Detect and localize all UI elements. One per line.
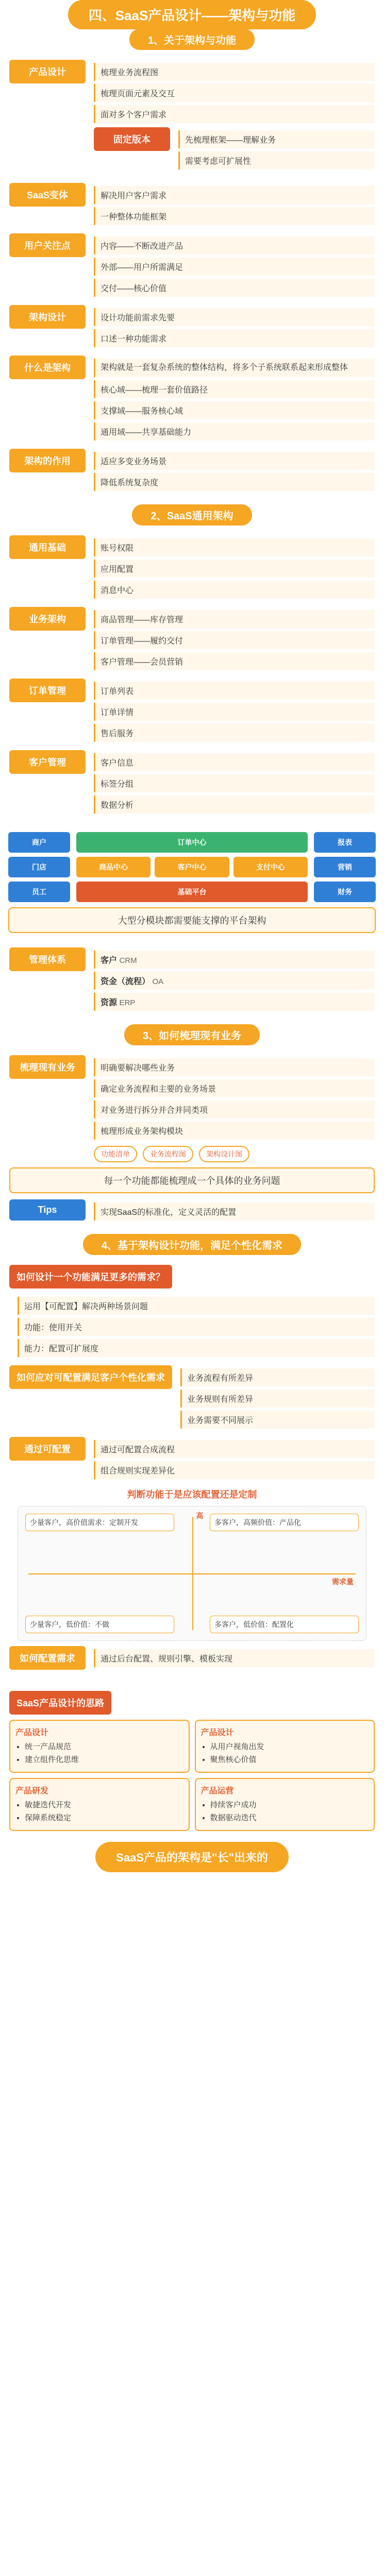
s4-case-2: 业务规则有所差异 — [180, 1389, 375, 1408]
s1-arch-role-item-2: 降低系统复杂度 — [94, 473, 375, 491]
s2-module-1-name: 客户 — [101, 956, 118, 965]
s4-answer: 运用【可配置】解决两种场景问题 — [18, 1297, 375, 1315]
s4-matrix-quadrant-br: 多客户，低价值：配置化 — [210, 1616, 359, 1633]
s1-arch-item-2: 口述一种功能需求 — [94, 329, 375, 347]
s2-diag-right-2: 营销 — [314, 857, 376, 877]
s2-layer-4-item-3: 数据分析 — [94, 795, 375, 814]
s4-matrix-x-label: 需求量 — [332, 1578, 354, 1586]
s2-layer-3-item-1: 订单列表 — [94, 682, 375, 700]
s2-diag-left-3: 员工 — [8, 882, 70, 902]
s4-config-tag: 通过可配置 — [9, 1437, 86, 1461]
s1-fixed-version-tag: 固定版本 — [94, 127, 170, 151]
s2-layer-1-item-1: 账号权限 — [94, 538, 375, 556]
section-3-bar — [0, 1024, 384, 1045]
s4-matrix-y-axis — [192, 1517, 193, 1630]
s4-case-3: 业务需要不同展示 — [180, 1411, 375, 1429]
s4-config-2: 组合规则实现差异化 — [94, 1461, 375, 1479]
s1-architecture-tag: 架构设计 — [9, 305, 86, 329]
s4-matrix-quadrant-tr: 多客户，高频价值：产品化 — [210, 1514, 359, 1531]
s4-answer-2: 能力：配置可扩展度 — [18, 1339, 375, 1357]
s3-step-1: 明确要解决哪些业务 — [94, 1058, 375, 1076]
section-4-title: 4、基于架构设计功能，满足个性化需求 — [83, 1234, 301, 1255]
s2-diag-center-3: 支付中心 — [233, 857, 308, 877]
s4-saas-config-desc: 通过后台配置、规则引擎、模板实现 — [94, 1649, 375, 1667]
page-header — [0, 0, 384, 29]
s1-pd-item-3: 面对多个客户需求 — [94, 105, 375, 123]
s2-layers — [0, 525, 384, 827]
s2-layer-4-tag: 客户管理 — [9, 750, 86, 774]
s5-group-1-title: 产品设计 — [15, 1728, 49, 1737]
s2-layer-1-tag: 通用基础 — [9, 535, 86, 559]
s2-module-1-desc: CRM — [119, 956, 137, 965]
s1-product-design — [0, 49, 384, 504]
s2-layer-3-item-3: 售后服务 — [94, 724, 375, 742]
section-1-title: 1、关于架构与功能 — [129, 29, 255, 50]
s2-layer-1-item-2: 应用配置 — [94, 560, 375, 578]
s2-module-3-name: 资源 — [101, 998, 118, 1007]
section-3-title: 3、如何梳理现有业务 — [124, 1024, 260, 1045]
s1-user-focus-item-2: 外部——用户所需满足 — [94, 258, 375, 276]
s2-big-modules — [0, 937, 384, 1024]
s1-arch-role-tag: 架构的作用 — [9, 449, 86, 472]
section-2-title: 2、SaaS通用架构 — [132, 504, 252, 526]
s1-arch-principle-3: 通用域——共享基础能力 — [94, 422, 375, 440]
s5-group-3-item-1: • 敏捷迭代开发 — [25, 1799, 183, 1810]
s2-diag-center-bottom: 基础平台 — [76, 882, 308, 902]
s3-output-1: 功能清单 — [94, 1146, 137, 1162]
s5-group-4-item-1: • 持续客户成功 — [210, 1799, 369, 1810]
s2-layer-2-item-1: 商品管理——库存管理 — [94, 610, 375, 628]
s5-group-3-title: 产品研发 — [15, 1787, 49, 1795]
s3-step-3: 对业务进行拆分并合并同类项 — [94, 1100, 375, 1118]
s2-layer-2-tag: 业务架构 — [9, 607, 86, 631]
section-4-bar — [0, 1234, 384, 1255]
footer-text: SaaS产品的架构是"长"出来的 — [95, 1842, 289, 1872]
s4-saas-config-tag: 如何配置需求 — [9, 1646, 86, 1670]
s4-config-1: 通过可配置合成流程 — [94, 1440, 375, 1458]
s2-layer-4-item-1: 客户信息 — [94, 753, 375, 771]
s5-group-4 — [195, 1778, 375, 1831]
s5-group-2 — [195, 1720, 375, 1773]
s2-module-2-desc: OA — [152, 977, 164, 986]
page-footer — [0, 1836, 384, 1877]
s1-product-design-tag: 产品设计 — [9, 60, 86, 83]
s3-left-tag: 梳理现有业务 — [9, 1055, 86, 1079]
s3-output-3: 架构设计图 — [199, 1146, 249, 1162]
s2-diag-center-1: 商品中心 — [76, 857, 151, 877]
s2-diag-center-2: 客户中心 — [155, 857, 229, 877]
s1-arch-item-1: 设计功能前需求先要 — [94, 308, 375, 326]
s4-matrix-quadrant-tl: 少量客户，高价值需求：定制开发 — [25, 1514, 174, 1531]
s3-tip-tag: Tips — [9, 1199, 86, 1221]
s3-swimlane-caption: 每一个功能都能梳理成一个具体的业务问题 — [9, 1167, 375, 1193]
s1-arch-desc: 架构就是一套复杂系统的整体结构，将多个子系统联系起来形成整体 — [94, 359, 375, 377]
page-title: 四、SaaS产品设计——架构与功能 — [68, 0, 316, 29]
s1-arch-principle-2: 支撑域——服务核心域 — [94, 401, 375, 419]
s4-case-1: 业务流程有所差异 — [180, 1368, 375, 1386]
s5-group-1-item-1: • 统一产品规范 — [25, 1741, 183, 1752]
s2-diag-right-1: 报表 — [314, 832, 376, 853]
s1-fixed-item-2: 需要考虑可扩展性 — [178, 151, 375, 170]
s5-group-3-item-2: • 保障系统稳定 — [25, 1812, 183, 1823]
s5-content — [0, 1681, 384, 1836]
s1-saas-variant-item-1: 解决用户客户需求 — [94, 186, 375, 204]
s5-group-4-item-2: • 数据驱动迭代 — [210, 1812, 369, 1823]
s1-fixed-item-1: 先梳理框架——理解业务 — [178, 130, 375, 148]
s2-diag-left-2: 门店 — [8, 857, 70, 877]
s1-user-focus-item-1: 内容——不断改进产品 — [94, 236, 375, 255]
s5-group-4-title: 产品运营 — [201, 1787, 234, 1795]
s2-layer-3-tag: 订单管理 — [9, 679, 86, 702]
s5-tag: SaaS产品设计的思路 — [9, 1691, 111, 1715]
s4-matrix-y-label: 高 — [196, 1512, 204, 1520]
s2-layer-2-item-2: 订单管理——履约交付 — [94, 631, 375, 649]
s1-user-focus-tag: 用户关注点 — [9, 233, 86, 257]
s2-layer-3-item-2: 订单详情 — [94, 703, 375, 721]
s4-content — [0, 1255, 384, 1681]
s3-tip-desc: 实现SaaS的标准化，定义灵活的配置 — [94, 1202, 375, 1221]
s4-matrix-quadrant-bl: 少量客户，低价值：不做 — [25, 1616, 174, 1633]
s3-step-2: 确定业务流程和主要的业务场景 — [94, 1079, 375, 1097]
s5-group-1-item-2: • 建立组件化思维 — [25, 1754, 183, 1765]
s4-matrix-title: 判断功能于是应该配置还是定制 — [127, 1489, 257, 1500]
s1-saas-variant-item-2: 一种整体功能框架 — [94, 207, 375, 225]
s1-arch-principle-1: 核心域——梳理一套价值路径 — [94, 380, 375, 398]
s2-big-modules-tag: 管理体系 — [9, 947, 86, 971]
s1-arch-role-item-1: 适应多变业务场景 — [94, 452, 375, 470]
s2-diag-center-top: 订单中心 — [76, 832, 308, 853]
s4-q-tag: 如何设计一个功能满足更多的需求？ — [9, 1265, 172, 1289]
s2-caption: 大型分模块都需要能支撑的平台架构 — [8, 907, 376, 933]
s5-group-2-title: 产品设计 — [201, 1728, 234, 1737]
s1-pd-item-1: 梳理业务流程图 — [94, 63, 375, 81]
s1-user-focus-item-3: 交付——核心价值 — [94, 279, 375, 297]
s1-saas-variant-tag: SaaS变体 — [9, 183, 86, 207]
s2-layer-2-item-3: 客户管理——会员营销 — [94, 652, 375, 670]
s5-group-2-item-2: • 聚焦核心价值 — [210, 1754, 369, 1765]
s5-group-1 — [9, 1720, 190, 1773]
section-2-bar — [0, 504, 384, 525]
s4-matrix — [18, 1506, 366, 1641]
s2-diag-right-3: 财务 — [314, 882, 376, 902]
s2-layer-1-item-3: 消息中心 — [94, 581, 375, 599]
s3-content — [0, 1045, 384, 1234]
s3-step-4: 梳理形成业务架构模块 — [94, 1122, 375, 1140]
s5-group-3 — [9, 1778, 190, 1831]
s3-output-2: 业务流程图 — [143, 1146, 193, 1162]
s2-layer-4-item-2: 标签分组 — [94, 774, 375, 792]
s1-what-is-arch-tag: 什么是架构 — [9, 355, 86, 379]
section-1-bar — [0, 29, 384, 49]
s2-architecture-diagram — [8, 832, 376, 902]
s2-module-3-desc: ERP — [119, 998, 136, 1007]
s2-module-2-name: 资金（流程） — [101, 977, 151, 986]
s5-group-2-item-1: • 从用户视角出发 — [210, 1741, 369, 1752]
s4-answer-1: 功能：使用开关 — [18, 1318, 375, 1336]
s1-pd-item-2: 梳理页面元素及交互 — [94, 84, 375, 102]
s2-diag-left-1: 商户 — [8, 832, 70, 853]
s4-personalize-tag: 如何应对可配置满足客户个性化需求 — [9, 1365, 172, 1389]
